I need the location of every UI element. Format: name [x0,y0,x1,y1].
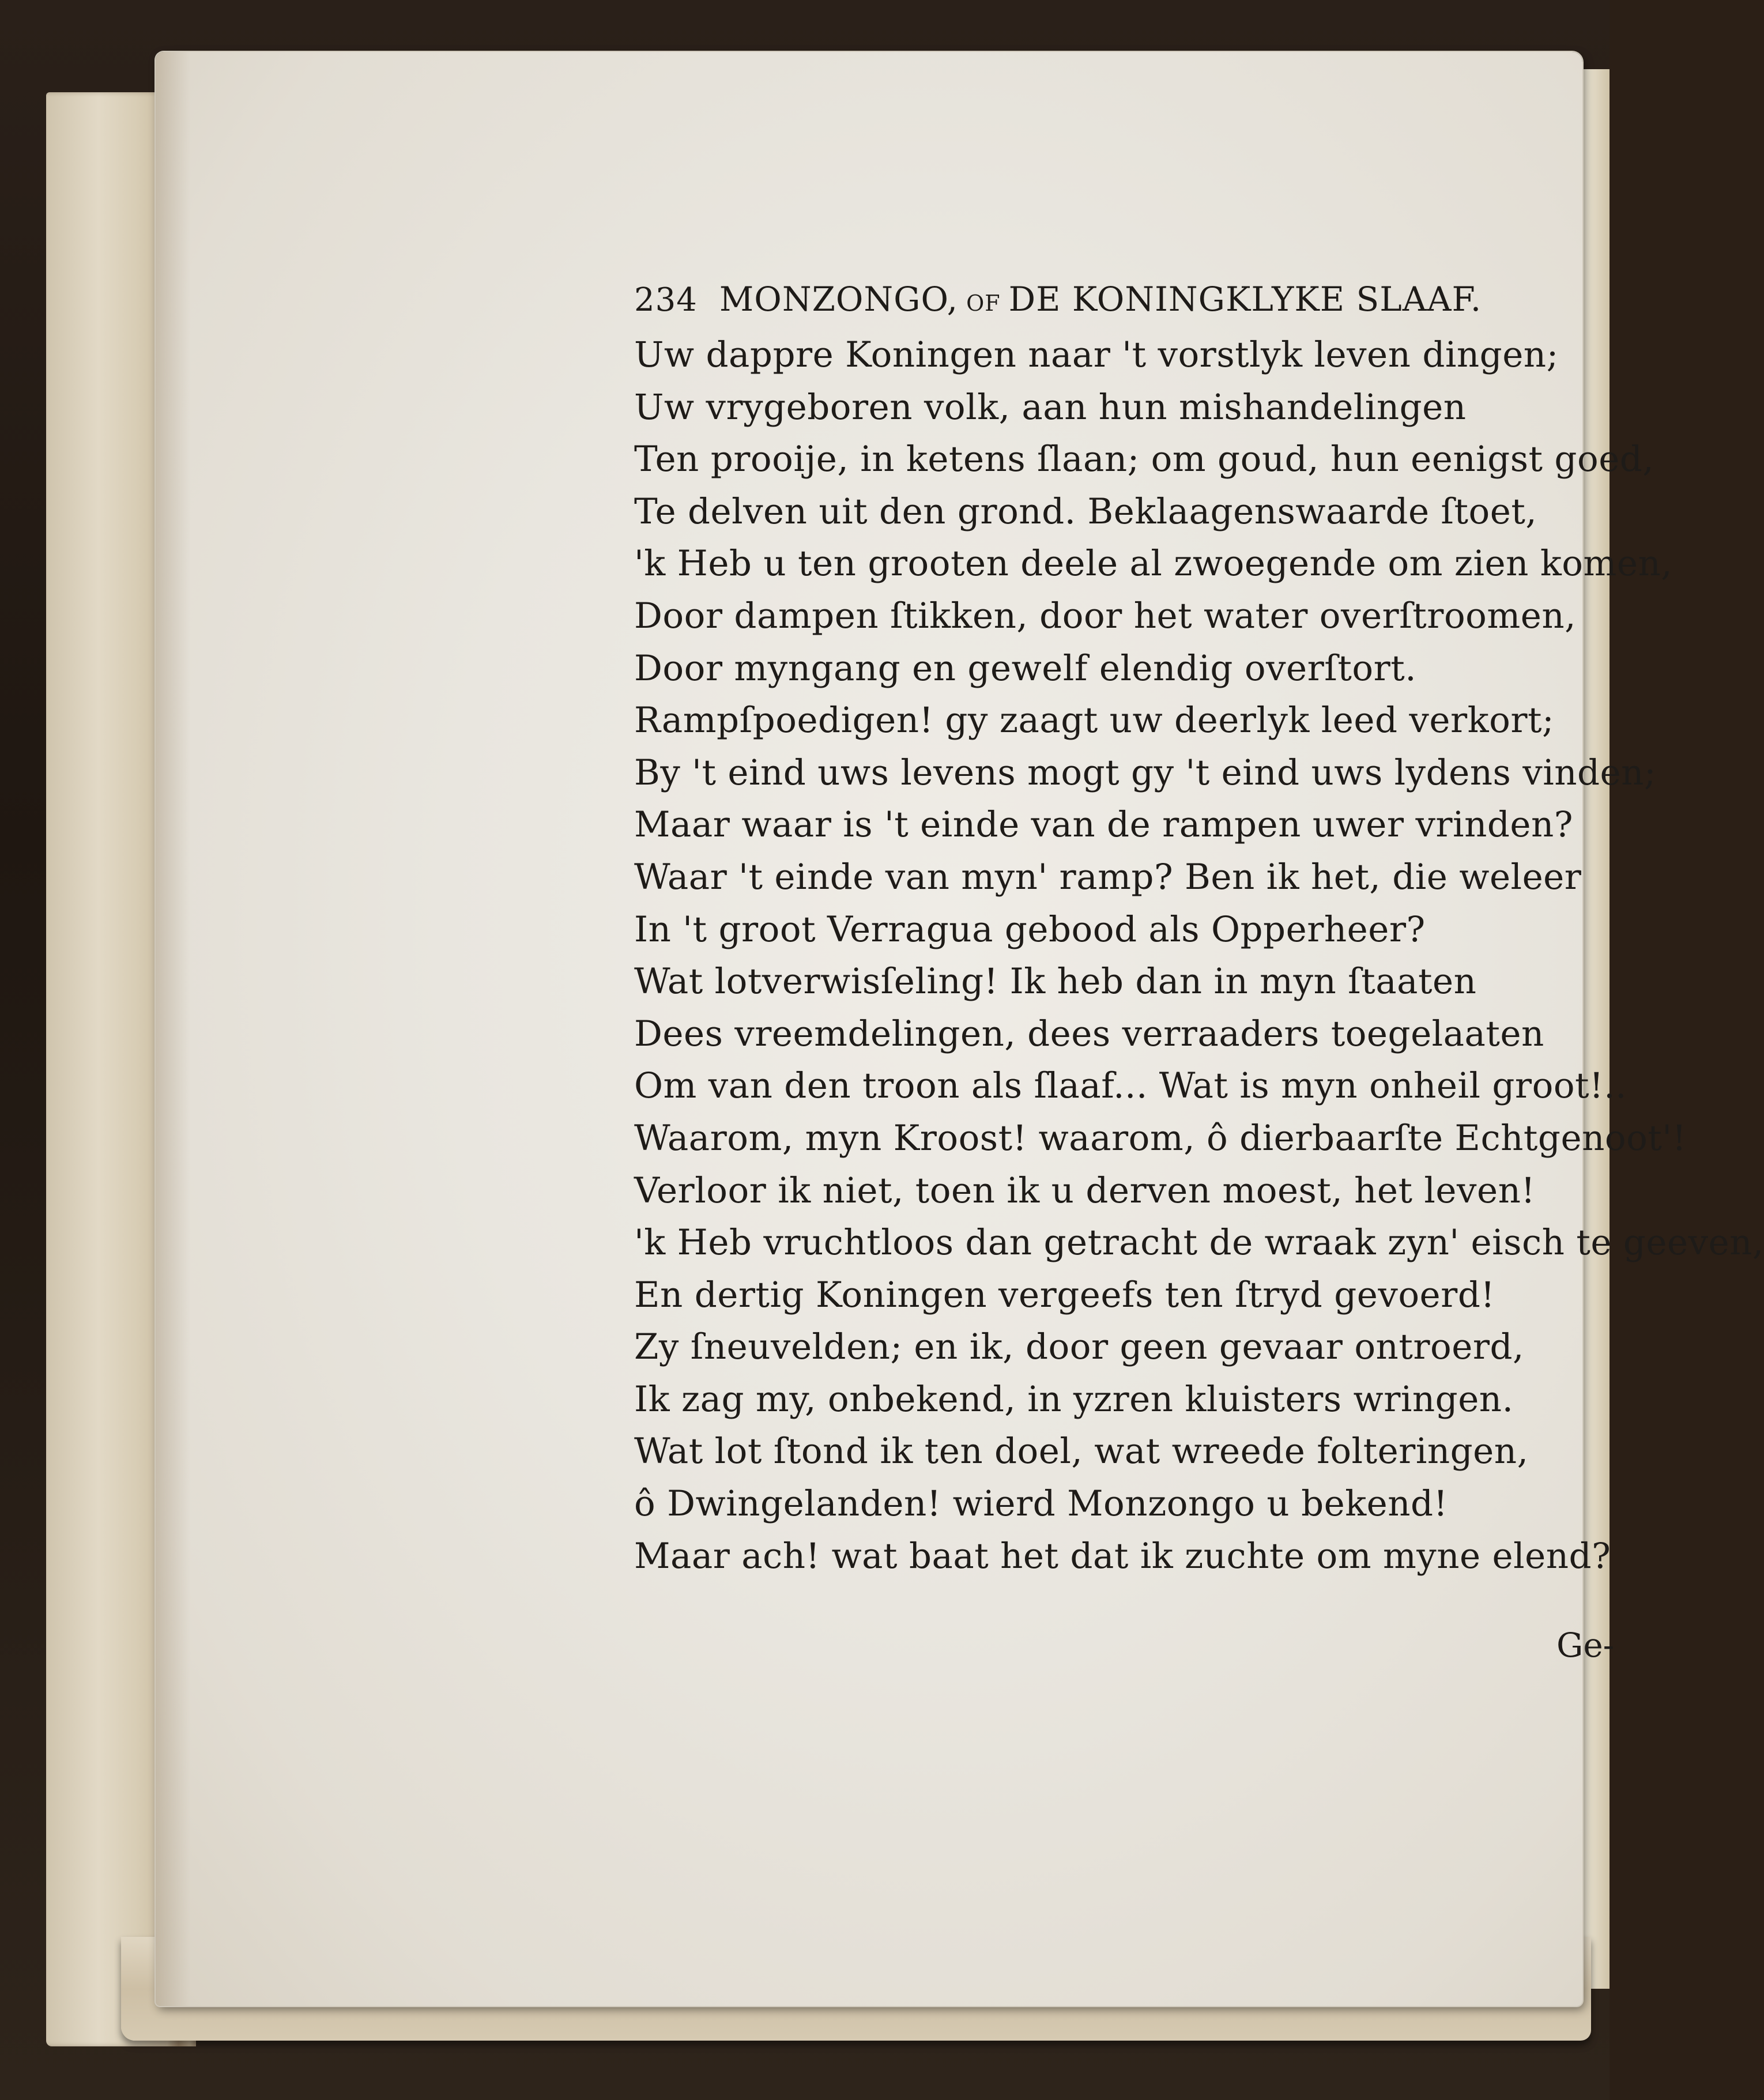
verse-line: Wat lotverwisſeling! Ik heb dan in myn ſtaaten [634,961,1477,1002]
verse-line: Dees vreemdelingen, dees verraaders toegelaaten [634,1013,1544,1054]
running-title-main: MONZONGO, [719,280,959,319]
verse-line: 'k Heb u ten grooten deele al zwoegende om zien komen, [634,543,1673,585]
verse-line: Ten prooije, in ketens ſlaan; om goud, hun eenigst goed, [634,439,1654,480]
verse-line: Ik zag my, onbekend, in yzren kluisters wringen. [634,1378,1514,1420]
verse-line: By 't eind uws levens mogt gy 't eind uws lydens vinden; [634,752,1656,793]
verse-line: Om van den troon als ſlaaf... Wat is myn onheil groot!.. [634,1065,1627,1107]
verse-line: En dertig Koningen vergeefs ten ſtryd gevoerd! [634,1274,1495,1315]
verse-line: Door dampen ſtikken, door het water overſtroomen, [634,595,1577,636]
verse-line: Maar waar is 't einde van de rampen uwer vrinden? [634,804,1573,846]
page-number: 234 [634,281,698,319]
catchword: Ge- [1556,1626,1615,1665]
verse-line: ô Dwingelanden! wierd Monzongo u bekend! [634,1483,1448,1525]
verse-line: Waar 't einde van myn' ramp? Ben ik het, die weleer [634,856,1582,898]
verse-line: Door myngang en gewelf elendig overſtort. [634,647,1417,689]
verse-line: Uw dappre Koningen naar 't vorstlyk leven dingen; [634,334,1559,375]
verse-line: Wat lot ſtond ik ten doel, wat wreede folteringen, [634,1431,1529,1472]
verse-lines [634,329,1764,1582]
running-head [634,280,1591,319]
verse-line: Waarom, myn Kroost! waarom, ô dierbaarſte Echtgenoot'! [634,1117,1687,1159]
verse-line: Maar ach! wat baat het dat ik zuchte om myne elend? [634,1535,1611,1577]
running-title-rest: DE KONINGKLYKE SLAAF. [1008,280,1482,319]
verse-line: 'k Heb vruchtloos dan getracht de wraak zyn' eisch te geeven, [634,1222,1764,1264]
verse-line: Uw vrygeboren volk, aan hun mishandelingen [634,386,1467,428]
text-block [484,280,1764,1582]
verse-line: In 't groot Verragua gebood als Opperheer? [634,908,1426,950]
running-title-of: OF [966,291,1001,316]
verse-line: Verloor ik niet, toen ik u derven moest, het leven! [634,1170,1536,1211]
verse-line: Zy ſneuvelden; en ik, door geen gevaar ontroerd, [634,1326,1524,1368]
verse-line: Rampſpoedigen! gy zaagt uw deerlyk leed verkort; [634,700,1555,741]
book-page [156,52,1764,2006]
verse-line: Te delven uit den grond. Beklaagenswaarde ſtoet, [634,491,1537,532]
